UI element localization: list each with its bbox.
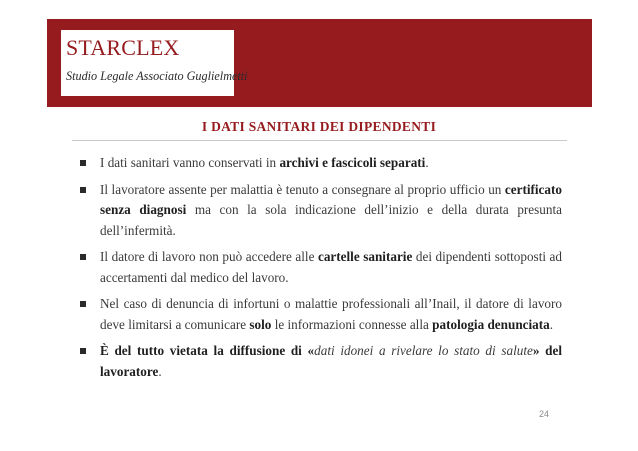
bullet-text-segment: patologia denunciata bbox=[432, 316, 550, 332]
bullet-item bbox=[76, 341, 562, 382]
bullet-text-segment: Il lavoratore assente per malattia è tenuto a consegnare al proprio ufficio un bbox=[100, 181, 505, 197]
bullet-item bbox=[76, 153, 562, 174]
bullet-text-segment: I dati sanitari vanno conservati in bbox=[100, 155, 280, 170]
bullet-text-segment: È del tutto vietata la diffusione di « bbox=[100, 343, 315, 358]
bullet-text-segment: cartelle sanitarie bbox=[317, 249, 413, 264]
header-band bbox=[47, 19, 592, 107]
bullet-text-segment: le informazioni connesse alla bbox=[271, 316, 433, 332]
bullet-text-segment: dei dipendenti sottoposti ad accertamenti dal medico del lavoro. bbox=[100, 249, 563, 285]
square-bullet-icon bbox=[80, 301, 86, 307]
bullet-text-segment: solo bbox=[249, 316, 272, 332]
page-number: 24 bbox=[539, 409, 550, 419]
bullet-text-segment: ma con la sola indicazione dell’inizio e della durata presunta dell’infermità. bbox=[100, 202, 563, 238]
square-bullet-icon bbox=[80, 160, 86, 166]
bullet-text-segment: . bbox=[425, 155, 429, 170]
bullet-text-segment: certificato senza diagnosi bbox=[100, 181, 562, 217]
title-divider bbox=[72, 140, 567, 141]
square-bullet-icon bbox=[80, 187, 86, 193]
bullet-text-segment: . bbox=[549, 316, 554, 332]
bullet-text-segment: Il datore di lavoro non può accedere alle bbox=[100, 249, 318, 264]
bullet-text-segment: Nel caso di denuncia di infortuni o malattie professionali all’Inail, il datore di lavoro deve limitarsi a comunicare bbox=[100, 296, 562, 332]
slide-title: I DATI SANITARI DEI DIPENDENTI bbox=[201, 119, 437, 134]
bullet-item bbox=[76, 180, 562, 242]
bullet-text-segment: archivi e fascicoli separati bbox=[279, 155, 426, 170]
logo-name: STARCLEX bbox=[66, 35, 180, 60]
bullet-list bbox=[76, 153, 562, 388]
logo-subtitle: Studio Legale Associato Guglielmetti bbox=[66, 69, 248, 83]
bullet-text-segment: » del lavoratore bbox=[100, 343, 562, 379]
bullet-text-segment: . bbox=[158, 363, 162, 379]
square-bullet-icon bbox=[80, 254, 86, 260]
bullet-item bbox=[76, 294, 562, 335]
logo bbox=[61, 30, 248, 96]
bullet-item bbox=[76, 247, 562, 288]
square-bullet-icon bbox=[80, 348, 86, 354]
bullet-text-segment: dati idonei a rivelare lo stato di salute bbox=[314, 343, 533, 358]
